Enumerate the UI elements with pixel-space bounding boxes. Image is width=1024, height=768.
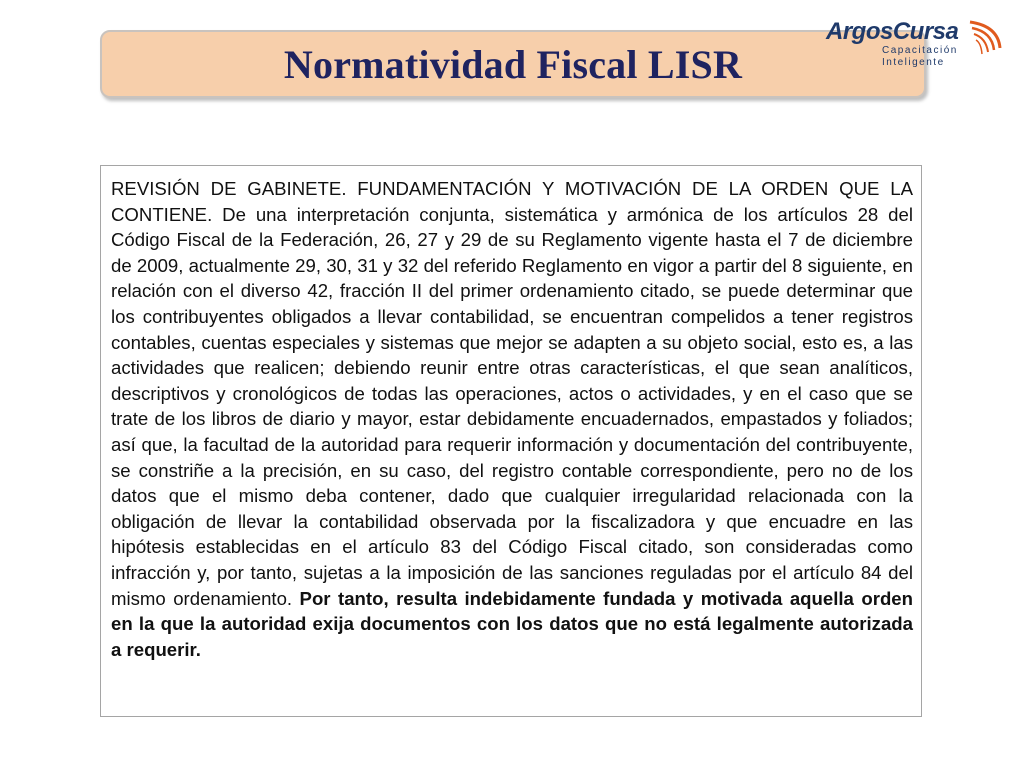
jurisprudence-text-box [100,165,922,717]
logo-tagline-line2: Inteligente [882,57,945,68]
logo-brand-text: ArgosCursa [826,18,959,45]
paragraph-regular-text: REVISIÓN DE GABINETE. FUNDAMENTACIÓN Y MOTIVACIÓN DE LA ORDEN QUE LA CONTIENE. De una interpretación conjunta, sistemática y armónica de los artículos 28 del Código Fiscal de la Federación, 26, 27 y 29 de su Reglamento vigente hasta el 7 de diciembre de 2009, actualmente 29, 30, 31 y 32 del referido Reglamento en vigor a partir del 8 siguiente, en relación con el diverso 42, fracción II del primer ordenamiento citado, se puede determinar que los contribuyentes obligados a llevar contabilidad, se encuentran compelidos a tener registros contables, cuentas especiales y sistemas que mejor se adapten a su objeto social, esto es, a las actividades que realicen; debiendo reunir entre otras características, el que sean analíticos, descriptivos y cronológicos de todas las operaciones, actos o actividades, y en el caso que se trate de los libros de diario y mayor, estar debidamente encuadernados, empastados y foliados; así que, la facultad de la autoridad para requerir información y documentación del contribuyente, se constriñe a la precisión, en su caso, del registro contable correspondiente, pero no de los datos que el mismo deba contener, dado que cualquier irregularidad relacionada con la obligación de llevar la contabilidad observada por la fiscalizadora y que encuadre en las hipótesis establecidas en el artículo 83 del Código Fiscal citado, son consideradas como infracción y, por tanto, sujetas a la imposición de las sanciones reguladas por el artículo 84 del mismo ordenamiento. [111,178,913,609]
paragraph-bold-conclusion: Por tanto, resulta indebidamente fundada y motivada aquella orden en la que la autoridad exija documentos con los datos que no está legalmente autorizada a requerir. [111,587,914,660]
logo-tagline-line1: Capacitación [882,45,958,56]
logo-swoosh-icon [950,14,1010,74]
argoscursa-logo [822,14,1012,74]
title-banner [100,30,926,98]
slide-title: Normatividad Fiscal LISR [283,41,743,87]
jurisprudence-paragraph [111,176,913,662]
